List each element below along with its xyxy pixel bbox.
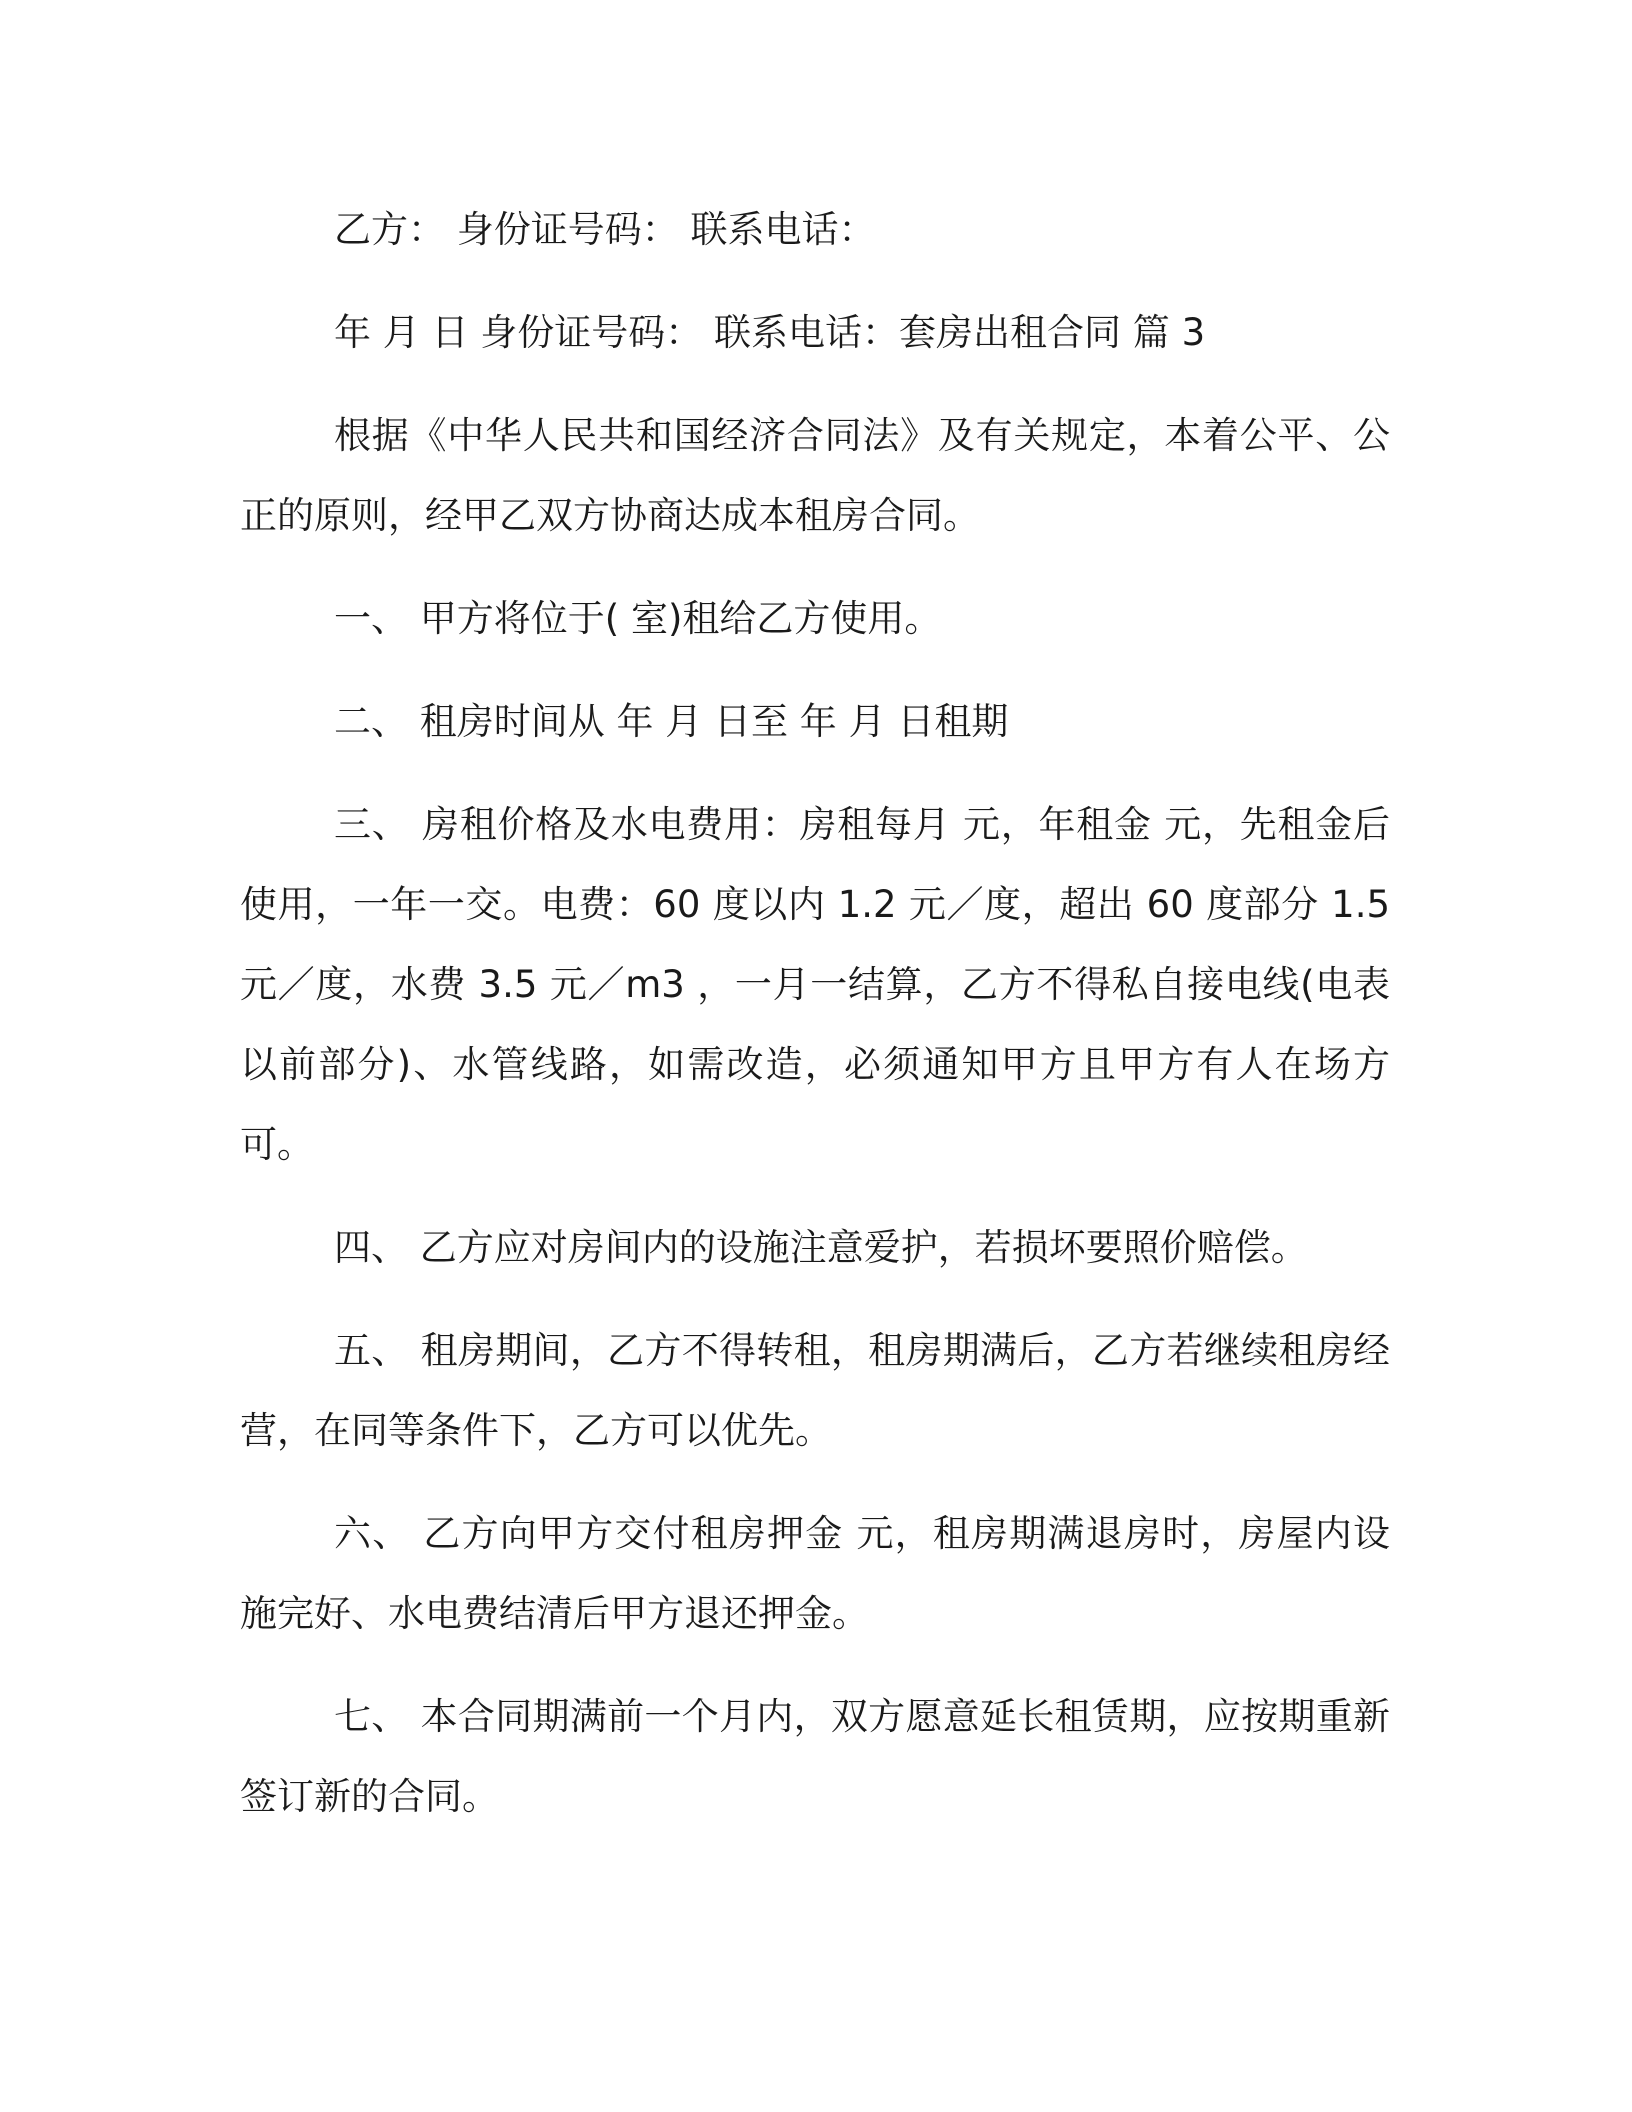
clause-5: 五、 租房期间，乙方不得转租，租房期满后，乙方若继续租房经营，在同等条件下，乙方可以优先。	[240, 1329, 1390, 1452]
clause-2: 二、 租房时间从 年 月 日至 年 月 日租期	[334, 700, 1009, 743]
clause-4: 四、 乙方应对房间内的设施注意爱护，若损坏要照价赔偿。	[334, 1226, 1308, 1269]
party-b-line: 乙方： 身份证号码： 联系电话：	[334, 208, 876, 251]
clause-3: 三、 房租价格及水电费用：房租每月 元，年租金 元，先租金后使用，一年一交。电费：60 度以内 1.2 元／度，超出 60 度部分 1.5 元／度，水费 3.5 元／m3 ，一月一结算，乙方不得私自接电线(电表以前部分)、水管线路，如需改造，必须通知甲方且甲方有人在场方可。	[240, 803, 1390, 1166]
date-and-title-line: 年 月 日 身份证号码： 联系电话：套房出租合同 篇 3	[334, 311, 1206, 354]
clause-6: 六、 乙方向甲方交付租房押金 元，租房期满退房时，房屋内设施完好、水电费结清后甲方退还押金。	[240, 1512, 1390, 1635]
clause-7: 七、 本合同期满前一个月内，双方愿意延长租赁期，应按期重新签订新的合同。	[240, 1695, 1390, 1818]
document-body	[240, 190, 1390, 1837]
clause-1: 一、 甲方将位于( 室)租给乙方使用。	[334, 597, 942, 640]
preamble-paragraph: 根据《中华人民共和国经济合同法》及有关规定，本着公平、公正的原则，经甲乙双方协商达成本租房合同。	[240, 414, 1390, 537]
